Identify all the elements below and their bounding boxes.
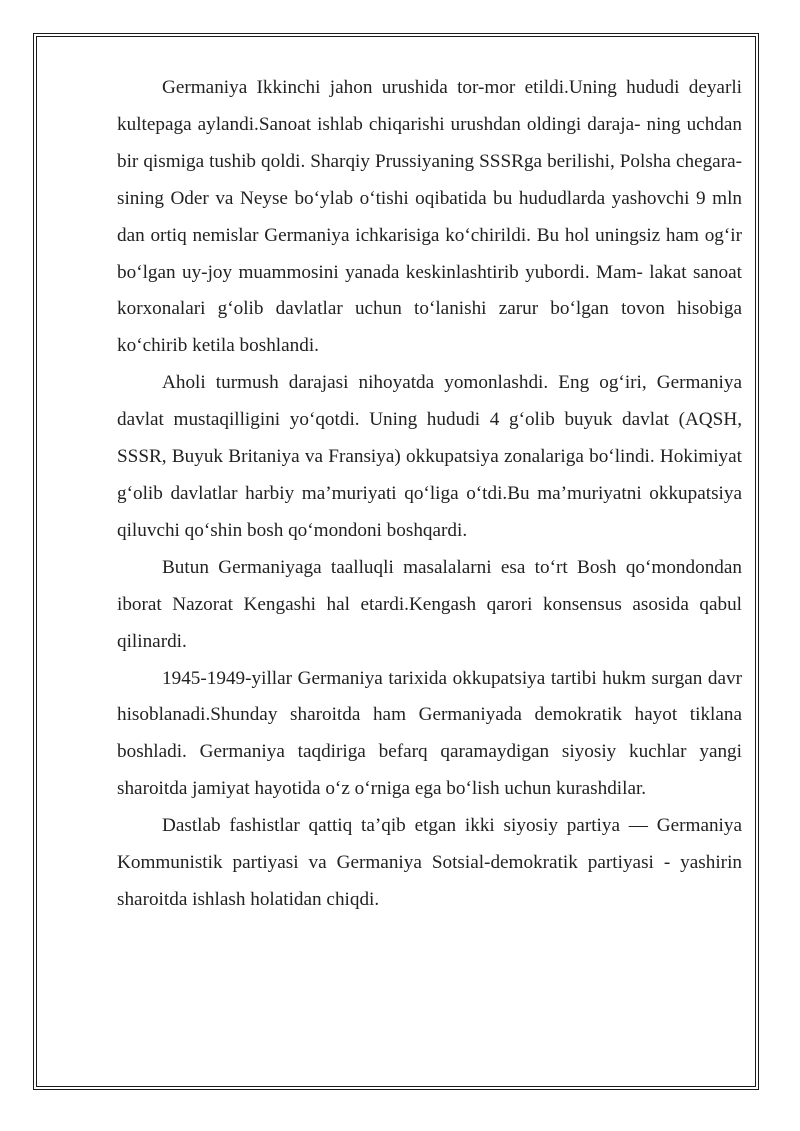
paragraph-2: Aholi turmush darajasi nihoyatda yomonlashdi. Eng og‘iri, Germaniya davlat mustaqilligini yo‘qotdi. Uning hududi 4 g‘olib buyuk davlat (AQSH, SSSR, Buyuk Britaniya va Fransiya) okkupatsiya zonalariga bo‘lindi. Hokimiyat g‘olib davlatlar harbiy ma’muriyati qo‘liga o‘tdi.Bu ma’muriyatni okkupatsiya qiluvchi qo‘shin bosh qo‘mondoni boshqardi. [117,372,742,541]
paragraph-4: 1945-1949-yillar Germaniya tarixida okkupatsiya tartibi hukm surgan davr hisoblanadi.Shunday sharoitda ham Germaniyada demokratik hayot tiklana boshladi. Germaniya taqdiriga befarq qaramaydigan siyosiy kuchlar yangi sharoitda jamiyat hayotida o‘z o‘rniga ega bo‘lish uchun kurashdilar. [117,667,742,800]
paragraph-5: Dastlab fashistlar qattiq ta’qib etgan ikki siyosiy partiya — Germaniya Kommunistik partiyasi va Germaniya Sotsial-demokratik partiyasi - yashirin sharoitda ishlash holatidan chiqdi. [117,815,742,910]
paragraph-1: Germaniya Ikkinchi jahon urushida tor-mor etildi.Uning hududi deyarli kultepaga aylandi.Sanoat ishlab chiqarishi urushdan oldingi daraja- ning uchdan bir qismiga tushib qoldi. Sharqiy Prussiyaning SSSRga berilishi, Polsha chegara- sining Oder va Neyse bo‘ylab o‘tishi oqibatida bu hududlarda yashovchi 9 mln dan ortiq nemislar Germaniya ichkarisiga ko‘chirildi. Bu hol uningsiz ham og‘ir bo‘lgan uy-joy muammosini yanada keskinlashtirib yubordi. Mam- lakat sanoat korxonalari g‘olib davlatlar uchun to‘lanishi zarur bo‘lgan tovon hisobiga ko‘chirib ketila boshlandi. [117,77,742,357]
document-body [117,70,742,919]
paragraph-3: Butun Germaniyaga taalluqli masalalarni esa to‘rt Bosh qo‘mondondan iborat Nazorat Kengashi hal etardi.Kengash qarori konsensus asosida qabul qilinardi. [117,556,742,652]
